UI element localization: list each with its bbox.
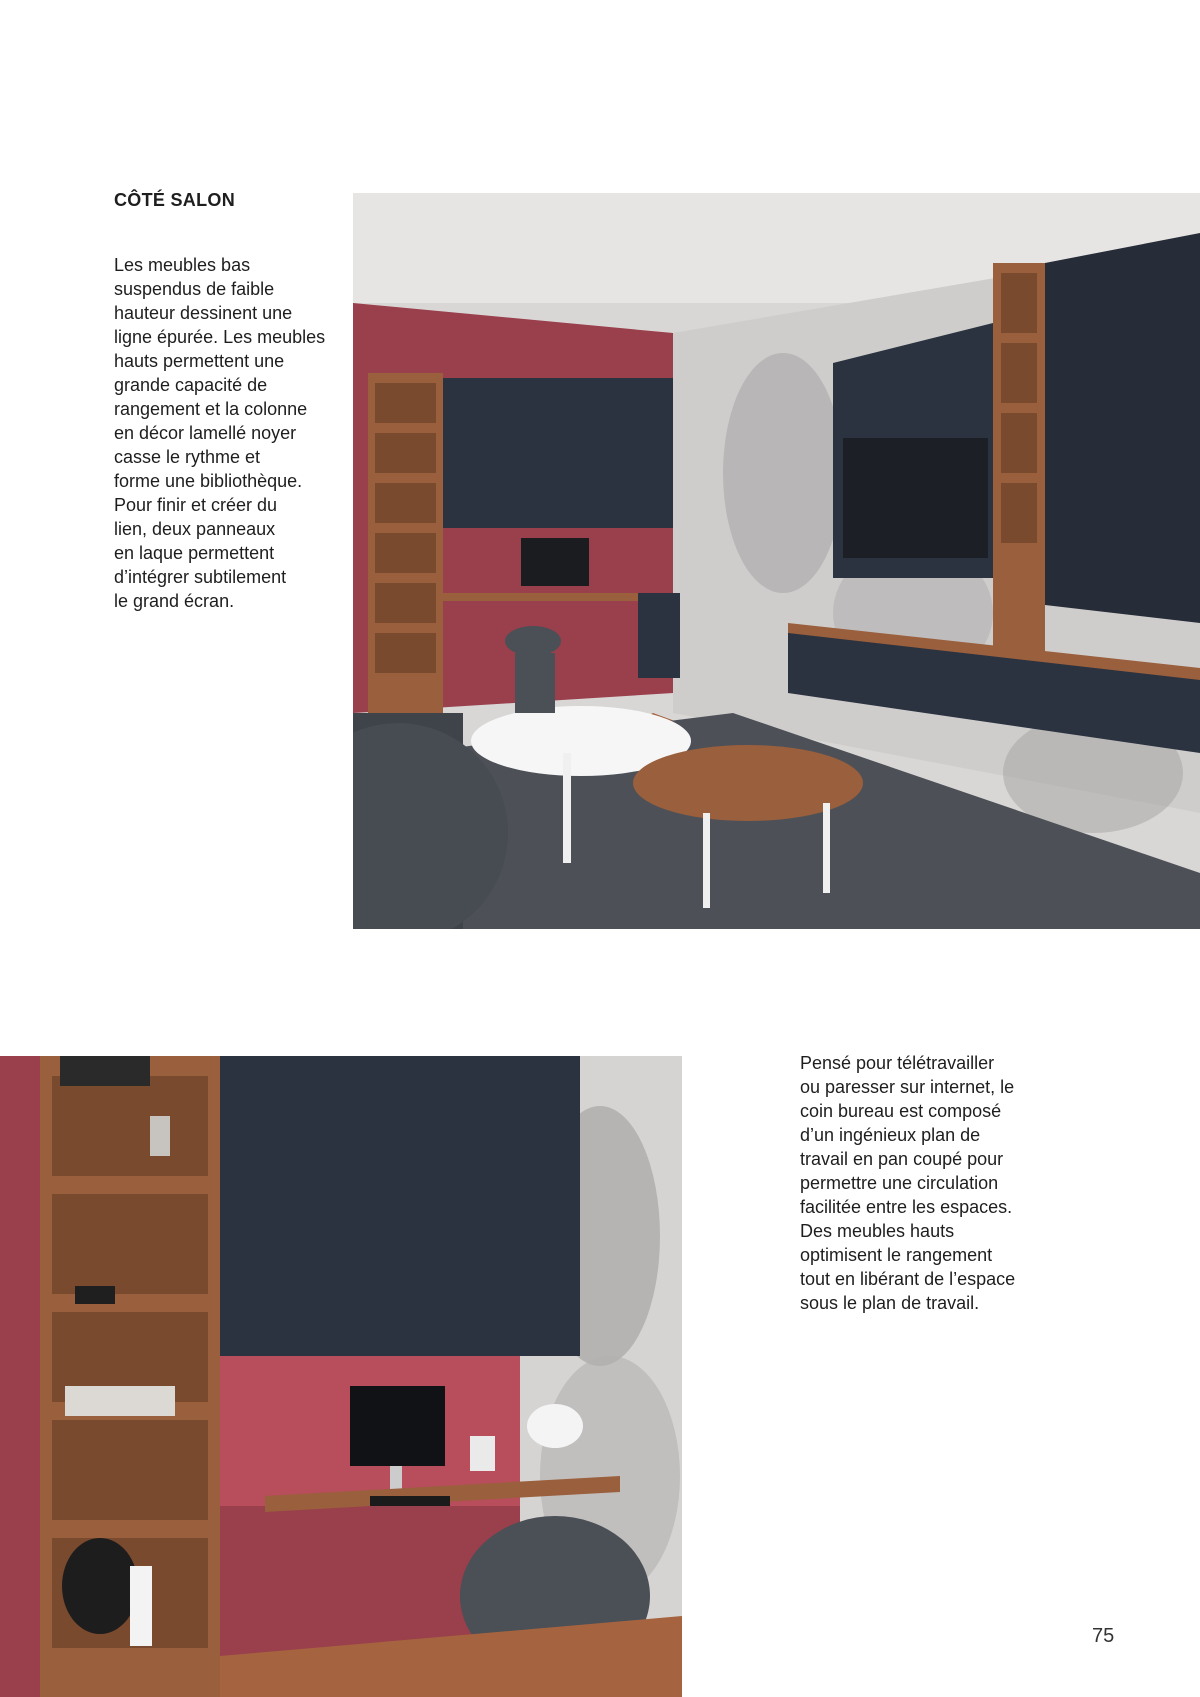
- office-line: ou paresser sur internet, le: [800, 1077, 1015, 1097]
- office-line: optimisent le rangement: [800, 1245, 993, 1265]
- office-line: permettre une circulation: [800, 1173, 999, 1193]
- intro-line: grande capacité de: [114, 375, 268, 395]
- living-room-photo: [353, 193, 1200, 929]
- office-line: coin bureau est composé: [800, 1101, 1002, 1121]
- office-line: sous le plan de travail.: [800, 1293, 980, 1313]
- intro-line: hauteur dessinent une: [114, 303, 293, 323]
- office-line: Pensé pour télétravailler: [800, 1053, 995, 1073]
- intro-line: ligne épurée. Les meubles: [114, 327, 326, 347]
- section-heading: CÔTÉ SALON: [114, 190, 236, 210]
- intro-line: casse le rythme et: [114, 447, 261, 467]
- office-line: d’un ingénieux plan de: [800, 1125, 981, 1145]
- office-paragraph: [800, 1051, 1015, 1315]
- home-office-photo: [0, 1056, 682, 1697]
- office-line: travail en pan coupé pour: [800, 1149, 1004, 1169]
- page-number: 75: [1092, 1625, 1115, 1647]
- office-line: facilitée entre les espaces.: [800, 1197, 1013, 1217]
- intro-line: Les meubles bas: [114, 255, 251, 275]
- intro-line: hauts permettent une: [114, 351, 285, 371]
- intro-line: Pour finir et créer du: [114, 495, 278, 515]
- intro-line: en laque permettent: [114, 543, 275, 563]
- intro-paragraph: [114, 253, 325, 613]
- intro-line: d’intégrer subtilement: [114, 567, 287, 587]
- office-line: Des meubles hauts: [800, 1221, 955, 1241]
- intro-line: en décor lamellé noyer: [114, 423, 297, 443]
- intro-line: rangement et la colonne: [114, 399, 308, 419]
- intro-line: lien, deux panneaux: [114, 519, 276, 539]
- intro-line: suspendus de faible: [114, 279, 275, 299]
- office-line: tout en libérant de l’espace: [800, 1269, 1016, 1289]
- intro-line: forme une bibliothèque.: [114, 471, 303, 491]
- intro-line: le grand écran.: [114, 591, 235, 611]
